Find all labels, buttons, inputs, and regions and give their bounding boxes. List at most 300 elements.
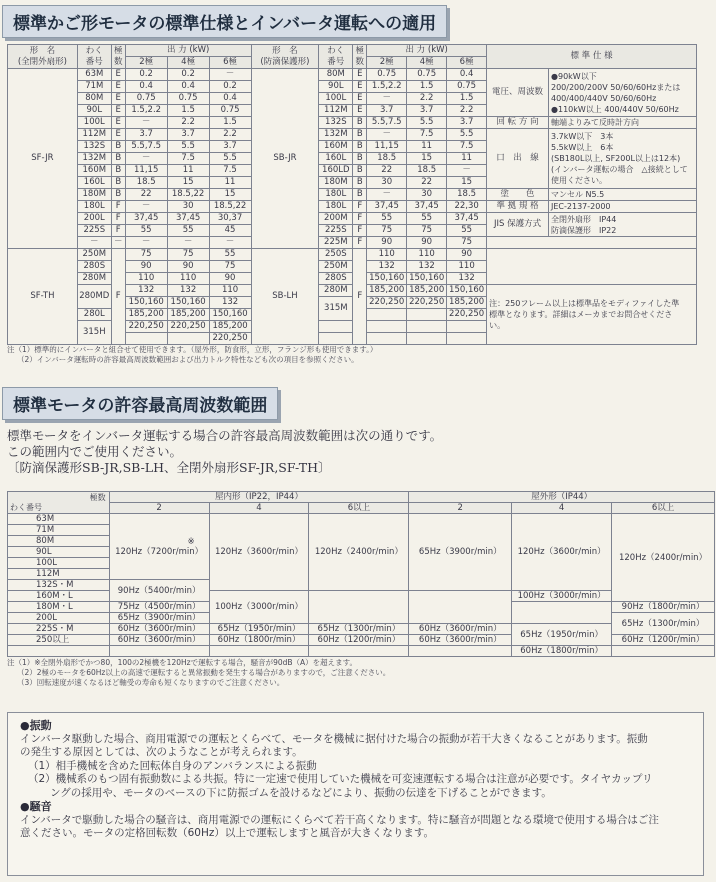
frame-cell: 100L	[8, 558, 110, 569]
output-cell: 1.5	[167, 105, 209, 117]
group-label: SB-JR	[251, 69, 319, 249]
output-cell: 2.2	[209, 129, 251, 141]
output-cell: 45	[209, 225, 251, 237]
frame-header-left: わく 番号	[77, 45, 111, 69]
output-cell: 110	[209, 285, 251, 297]
intro-line: 〔防滴保護形SB-JR,SB-LH、全閉外扇形SF-JR,SF-TH〕	[7, 460, 331, 475]
frame-cell: 180L	[77, 201, 111, 213]
frame-cell: 180M・L	[8, 602, 110, 613]
in6-c: 60Hz（1200r/min）	[309, 635, 409, 646]
output-cell: 220,250	[167, 321, 209, 333]
note-star: ※	[187, 536, 195, 547]
spec-line: ●90kW以下	[551, 71, 597, 81]
pole-cell: E	[111, 129, 125, 141]
output-cell: －	[447, 165, 487, 177]
frame-cell: 112M	[77, 129, 111, 141]
output-cell: 18.5,22	[167, 189, 209, 201]
pole-cell: E	[111, 105, 125, 117]
frame-cell: 250以上	[8, 635, 110, 646]
spec-line: ●110kW以上 400/440V 50/60Hz	[551, 104, 679, 114]
output-cell: 132	[209, 297, 251, 309]
blank-cell	[367, 333, 407, 345]
output-cell: 1.5,2.2	[125, 105, 167, 117]
frame-cell: 180M	[77, 189, 111, 201]
output-cell: 0.4	[125, 81, 167, 93]
spec-line: (インバータ運転の場合 △接続として	[551, 165, 688, 174]
frame-cell: 112M	[8, 569, 110, 580]
p2-header: 2極	[367, 57, 407, 69]
output-cell: 2.2	[167, 117, 209, 129]
pole-cell: B	[353, 189, 367, 201]
output-cell: 75	[407, 225, 447, 237]
output-cell: 37,45	[167, 213, 209, 225]
output-cell: 30	[367, 177, 407, 189]
output-cell: 11	[209, 177, 251, 189]
spec-cell: 口 出 線	[487, 129, 549, 189]
output-cell: 90	[367, 237, 407, 249]
output-cell: 185,200	[447, 297, 487, 309]
pole-cell: E	[353, 81, 367, 93]
in4-c: 65Hz（1950r/min）	[209, 624, 309, 635]
output-cell: 11,15	[367, 141, 407, 153]
noise-text: 意ください。モータの定格回転数（60Hz）以上で運転しますと風音が大きくなります。	[20, 827, 435, 839]
frame-cell: 112M	[319, 105, 353, 117]
frame-cell: 63M	[8, 514, 110, 525]
vibration-noise-box	[7, 712, 704, 876]
output-cell: 132	[367, 261, 407, 273]
spec-line: 5.5kW以上 6本	[551, 143, 614, 152]
frame-cell: 80M	[319, 69, 353, 81]
spec-line: 3.7kW以下 3本	[551, 132, 614, 141]
pole-cell: E	[353, 69, 367, 81]
output-cell: 0.75	[209, 105, 251, 117]
spec-cell: マンセル N5.5	[549, 189, 697, 201]
output-cell: 0.75	[167, 93, 209, 105]
intro-text	[7, 428, 442, 476]
frame-cell: 90L	[77, 105, 111, 117]
output-cell: 110	[167, 273, 209, 285]
table-row	[8, 189, 697, 201]
output-cell: 185,200	[209, 321, 251, 333]
in2-b: 90Hz（5400r/min）	[109, 580, 209, 602]
output-cell: 15	[209, 189, 251, 201]
output-cell: 7.5	[167, 153, 209, 165]
output-cell: 90	[407, 237, 447, 249]
noise-text: インバータで駆動した場合の騒音は、商用電源での運転にくらべて若干高くなります。特に騒音が問題となる環境で使用する場合はご注	[20, 813, 659, 826]
blank-cell	[447, 321, 487, 333]
output-cell	[407, 309, 447, 321]
output-cell: 55	[209, 249, 251, 261]
output-cell: －	[367, 189, 407, 201]
frame-cell: 200L	[8, 613, 110, 624]
pole-cell: B	[353, 141, 367, 153]
out2-a: 65Hz（3900r/min）	[409, 514, 512, 591]
note-line: （2）インバータ運転時の許容最高周波数範囲および出力トルク特性なども次の項目を参照ください。	[17, 355, 359, 364]
output-cell: 150,160	[407, 273, 447, 285]
pole-cell: －	[111, 237, 125, 249]
type-header-right: 形 名 (防滴保護形)	[251, 45, 319, 69]
vibration-heading: ●振動	[20, 719, 52, 732]
in2-c: 75Hz（4500r/min）	[109, 602, 209, 613]
intro-line: この範囲内でご使用ください。	[7, 444, 183, 459]
frame-cell: 90L	[319, 81, 353, 93]
frame-cell: 250M	[77, 249, 111, 261]
output-cell: 22	[367, 165, 407, 177]
spec-cell	[487, 237, 697, 249]
pole-cell: E	[111, 93, 125, 105]
output-cell: －	[167, 237, 209, 249]
output-cell: 220,250	[447, 309, 487, 321]
pole-cell: B	[353, 177, 367, 189]
output-cell: 132	[125, 285, 167, 297]
in6-b: 65Hz（1300r/min）	[309, 624, 409, 635]
output-cell: 0.75	[447, 81, 487, 93]
vibration-text: ングの採用や、モータのベースの下に防振ゴムを設けるなどにより、振動の伝達を下げることができます。	[50, 786, 552, 799]
pole-cell: F	[111, 225, 125, 237]
out6-c: 65Hz（1300r/min）	[612, 613, 715, 635]
output-cell: 37,45	[367, 201, 407, 213]
out6-b: 90Hz（1800r/min）	[612, 602, 715, 613]
output-cell: 0.4	[209, 93, 251, 105]
output-cell: 55	[167, 225, 209, 237]
table-row	[8, 117, 697, 129]
output-cell: 37,45	[407, 201, 447, 213]
blank-cell	[367, 321, 407, 333]
pole-cell: E	[111, 81, 125, 93]
p2-header: 2極	[125, 57, 167, 69]
output-cell: 220,250	[209, 333, 251, 345]
pole-cell: F	[111, 213, 125, 225]
spec-line: 200/200/200V 50/60/60Hzまたは	[551, 82, 681, 92]
frame-cell: 180M	[319, 177, 353, 189]
output-cell: 55	[125, 225, 167, 237]
spec-cell: JEC-2137-2000	[549, 201, 697, 213]
col-4pole: 4	[512, 503, 612, 514]
out6-a: 120Hz（2400r/min）	[612, 514, 715, 602]
frame-cell: 71M	[77, 81, 111, 93]
output-cell: 150,160	[125, 297, 167, 309]
frame-cell: 132S・M	[8, 580, 110, 591]
pole-cell: B	[353, 153, 367, 165]
group-label: SF-JR	[8, 69, 78, 249]
output-cell: 110	[125, 273, 167, 285]
pole-cell: B	[111, 177, 125, 189]
output-cell: 1.5	[447, 93, 487, 105]
output-cell: 90	[209, 273, 251, 285]
output-cell: 11	[407, 141, 447, 153]
output-cell: 0.75	[407, 69, 447, 81]
output-cell: 11	[167, 165, 209, 177]
spec-line: 使用ください。	[551, 176, 607, 185]
out2-c: 60Hz（3600r/min）	[409, 635, 512, 646]
output-cell: 7.5	[407, 129, 447, 141]
frame-cell: 200L	[77, 213, 111, 225]
output-cell: 132	[407, 261, 447, 273]
output-cell: 1.5	[407, 81, 447, 93]
output-cell: 37,45	[447, 213, 487, 225]
p6-header: 6極	[209, 57, 251, 69]
pole-cell: B	[111, 189, 125, 201]
table1-notes	[7, 345, 377, 365]
output-cell: 90	[447, 249, 487, 261]
out4-b-cont	[512, 602, 612, 624]
output-cell: 37,45	[125, 213, 167, 225]
spec-cell	[487, 249, 697, 285]
pole-cell: B	[353, 165, 367, 177]
output-cell: 11,15	[125, 165, 167, 177]
vibration-text: インバータ駆動した場合、商用電源での運転とくらべて、モータを機械に据付けた場合の振動が若干大きくなることがあります。振動	[20, 732, 648, 745]
output-cell: 15	[167, 177, 209, 189]
output-cell: 5.5	[167, 141, 209, 153]
frame-cell: 132S	[77, 141, 111, 153]
pole-cell: F	[353, 201, 367, 213]
output-cell: 5.5	[407, 117, 447, 129]
spec-cell: 塗 色	[487, 189, 549, 201]
output-cell: －	[367, 129, 407, 141]
in6-a-cont	[309, 591, 409, 624]
table-row	[8, 237, 697, 249]
output-cell: 7.5	[209, 165, 251, 177]
frame-cell: 280MD	[77, 285, 111, 309]
output-cell: 55	[407, 213, 447, 225]
col-2pole: 2	[109, 503, 209, 514]
frame-cell: 90L	[8, 547, 110, 558]
output-cell: 55	[367, 213, 407, 225]
frame-cell: 315H	[77, 321, 111, 345]
frame-cell: 80M	[8, 536, 110, 547]
output-cell: 18.5	[407, 165, 447, 177]
output-cell: －	[367, 93, 407, 105]
output-cell: 15	[407, 153, 447, 165]
frame-cell: 225S	[77, 225, 111, 237]
frame-cell: 200M	[319, 213, 353, 225]
spec-cell: JIS 保護方式	[487, 213, 549, 237]
output-cell: 5.5,7.5	[125, 141, 167, 153]
output-cell: 18.5	[447, 189, 487, 201]
out6-d: 60Hz（1200r/min）	[612, 635, 715, 646]
indoor-header: 屋内形（IP22，IP44）	[109, 492, 409, 503]
spec-line: (SB180L以上, SF200L以上は12本)	[551, 154, 681, 163]
output-cell: 150,160	[447, 285, 487, 297]
frame-cell: 71M	[8, 525, 110, 536]
frame-cell: 80M	[77, 93, 111, 105]
frame-cell: 132S	[319, 117, 353, 129]
frame-cell: 160L	[319, 153, 353, 165]
spec-line: 注：250フレーム以上は標準品をモディファイした準	[489, 299, 680, 308]
output-cell: 75	[167, 249, 209, 261]
frame-cell: 160M	[319, 141, 353, 153]
type-header-left: 形 名 (全閉外扇形)	[8, 45, 78, 69]
out4-a: 120Hz（3600r/min）	[512, 514, 612, 591]
output-header-left: 出 力 (kW)	[125, 45, 251, 57]
output-cell: 30,37	[209, 213, 251, 225]
pole-cell: F	[353, 237, 367, 249]
output-cell: 3.7	[209, 141, 251, 153]
output-cell	[167, 333, 209, 345]
frame-header-right: わく 番号	[319, 45, 353, 69]
output-cell: －	[125, 201, 167, 213]
output-cell: 18.5,22	[209, 201, 251, 213]
frame-cell: 250S	[319, 249, 353, 261]
vibration-text: （1）相手機械を含めた回転体自身のアンバランスによる振動	[28, 759, 317, 772]
frame-cell: 315M	[319, 297, 353, 321]
frame-cell: 225M	[319, 237, 353, 249]
in2-e: 60Hz（3600r/min）	[109, 624, 209, 635]
output-cell	[367, 309, 407, 321]
spec-cell	[487, 285, 697, 345]
output-cell: 3.7	[125, 129, 167, 141]
blank-cell	[407, 333, 447, 345]
output-cell: 0.2	[167, 69, 209, 81]
output-cell: 18.5	[125, 177, 167, 189]
output-cell: 5.5	[447, 129, 487, 141]
pole-cell: B	[111, 165, 125, 177]
note-line: 注（1）標準的にインバータと組合せて使用できます。（屋外形，防食形，立形，フランジ形も使用できます。）	[7, 345, 378, 354]
vibration-text: の発生する原因としては、次のようなことが考えられます。	[20, 746, 303, 758]
output-cell: －	[125, 237, 167, 249]
frame-cell: 180L	[319, 201, 353, 213]
frame-cell: －	[77, 237, 111, 249]
pole-cell: F	[353, 213, 367, 225]
frame-cell: 160M・L	[8, 591, 110, 602]
note-line: （2）2極のモータを60Hz以上の高速で運転すると異常振動を発生する場合がありますので，ご注意ください。	[17, 668, 391, 677]
output-cell: 150,160	[367, 273, 407, 285]
output-cell: 220,250	[125, 321, 167, 333]
table-row	[8, 129, 697, 141]
spec-line: 防滴保護形 IP22	[551, 225, 617, 235]
output-cell: 2.2	[407, 93, 447, 105]
spec-cell: 準 拠 規 格	[487, 201, 549, 213]
out2-b: 60Hz（3600r/min）	[409, 624, 512, 635]
output-cell: 55	[447, 225, 487, 237]
output-cell: 18.5	[367, 153, 407, 165]
spec-cell: 回 転 方 向	[487, 117, 549, 129]
in4-d: 60Hz（1800r/min）	[209, 635, 309, 646]
output-cell: 3.7	[407, 105, 447, 117]
pole-cell: E	[111, 69, 125, 81]
output-cell: 30	[167, 201, 209, 213]
frame-cell: 100L	[319, 93, 353, 105]
p6-header: 6極	[447, 57, 487, 69]
in2-a: ※ 120Hz（7200r/min）	[109, 514, 209, 580]
spec-cell	[549, 129, 697, 189]
vibration-text: （2）機械系のもつ固有振動数による共振。特に一定速で使用していた機械を可変速運転する場合は注意が必要です。タイヤカップリ	[28, 773, 653, 785]
output-cell: 75	[209, 261, 251, 273]
frame-cell: 132M	[319, 129, 353, 141]
output-cell: 75	[367, 225, 407, 237]
col-4pole: 4	[209, 503, 309, 514]
frame-cell: 100L	[77, 117, 111, 129]
table2-notes	[7, 658, 390, 688]
output-cell: 3.7	[367, 105, 407, 117]
pole-cell: F	[353, 225, 367, 237]
col-6pole: 6以上	[612, 503, 715, 514]
pole-cell: B	[353, 129, 367, 141]
output-cell: 150,160	[209, 309, 251, 321]
output-cell: 150,160	[167, 297, 209, 309]
out4-c: 65Hz（1950r/min）	[512, 624, 612, 646]
output-cell: 3.7	[167, 129, 209, 141]
intro-line: 標準モータをインバータ運転する場合の許容最高周波数範囲は次の通りです。	[7, 428, 443, 443]
in2-d: 65Hz（3900r/min）	[109, 613, 209, 624]
output-cell: 185,200	[167, 309, 209, 321]
noise-heading: ●騒音	[20, 800, 52, 813]
output-cell: －	[125, 117, 167, 129]
col-6pole: 6以上	[309, 503, 409, 514]
output-cell: 15	[447, 177, 487, 189]
output-cell: 5.5,7.5	[367, 117, 407, 129]
table-row	[8, 249, 697, 261]
output-cell: 110	[447, 261, 487, 273]
spec-header: 標 準 仕 様	[487, 45, 697, 69]
frame-cell: 250M	[319, 261, 353, 273]
frequency-table	[7, 491, 715, 657]
frame-cell: 225S・M	[8, 624, 110, 635]
output-cell: 75	[447, 237, 487, 249]
output-cell: 185,200	[125, 309, 167, 321]
pole-cell: F	[111, 249, 125, 345]
output-cell	[125, 333, 167, 345]
output-header-right: 出 力 (kW)	[367, 45, 487, 57]
pole-cell: F	[353, 249, 367, 345]
note-line: 注（1）※全閉外扇形でかつ80，100の2極機を120Hzで運転する場合，騒音が90dB（A）を超えます。	[7, 658, 358, 667]
pole-header-left: 極 数	[111, 45, 125, 69]
table-row	[8, 201, 697, 213]
pole-cell: B	[111, 141, 125, 153]
output-cell: 132	[167, 285, 209, 297]
output-cell: 0.4	[447, 69, 487, 81]
group-label: SB-LH	[251, 249, 319, 345]
in6-a: 120Hz（2400r/min）	[309, 514, 409, 591]
output-cell: 11	[447, 153, 487, 165]
spec-cell: 電圧、周波数	[487, 69, 549, 117]
output-cell: 0.2	[125, 69, 167, 81]
output-cell: －	[125, 153, 167, 165]
spec-table	[7, 44, 697, 345]
output-cell: 22	[407, 177, 447, 189]
section-title-standard-spec: 標準かご形モータの標準仕様とインバータ運転への適用	[2, 5, 447, 38]
frame-cell: 280M	[319, 285, 353, 297]
spec-cell	[549, 213, 697, 237]
in2-f: 60Hz（3600r/min）	[109, 635, 209, 646]
frame-cell: 160L	[77, 177, 111, 189]
output-cell: 185,200	[367, 285, 407, 297]
p4-header: 4極	[167, 57, 209, 69]
spec-cell	[549, 69, 697, 117]
output-cell: 75	[125, 249, 167, 261]
frame-cell: 160M	[77, 165, 111, 177]
output-cell: 22,30	[447, 201, 487, 213]
frame-cell: 280S	[319, 273, 353, 285]
spec-line: 全閉外扇形 IP44	[551, 214, 617, 224]
pole-cell: E	[111, 117, 125, 129]
frame-cell: 160LD	[319, 165, 353, 177]
group-label: SF-TH	[8, 249, 78, 345]
spec-line: い。	[489, 321, 506, 330]
section-title-max-frequency: 標準モータの許容最高周波数範囲	[2, 387, 278, 420]
blank-cell	[407, 321, 447, 333]
spec-line: 標準となります。詳細はメーカまでお問合せくださ	[489, 310, 673, 319]
output-cell: 3.7	[447, 117, 487, 129]
output-cell: －	[209, 69, 251, 81]
spec-line: 400/400/440V 50/60/60Hz	[551, 93, 657, 103]
output-cell: 1.5,2.2	[367, 81, 407, 93]
frame-cell: 132M	[77, 153, 111, 165]
outdoor-header: 屋外形（IP44）	[409, 492, 715, 503]
pole-cell: E	[353, 105, 367, 117]
frame-cell: 280S	[77, 261, 111, 273]
output-cell: 0.2	[209, 81, 251, 93]
